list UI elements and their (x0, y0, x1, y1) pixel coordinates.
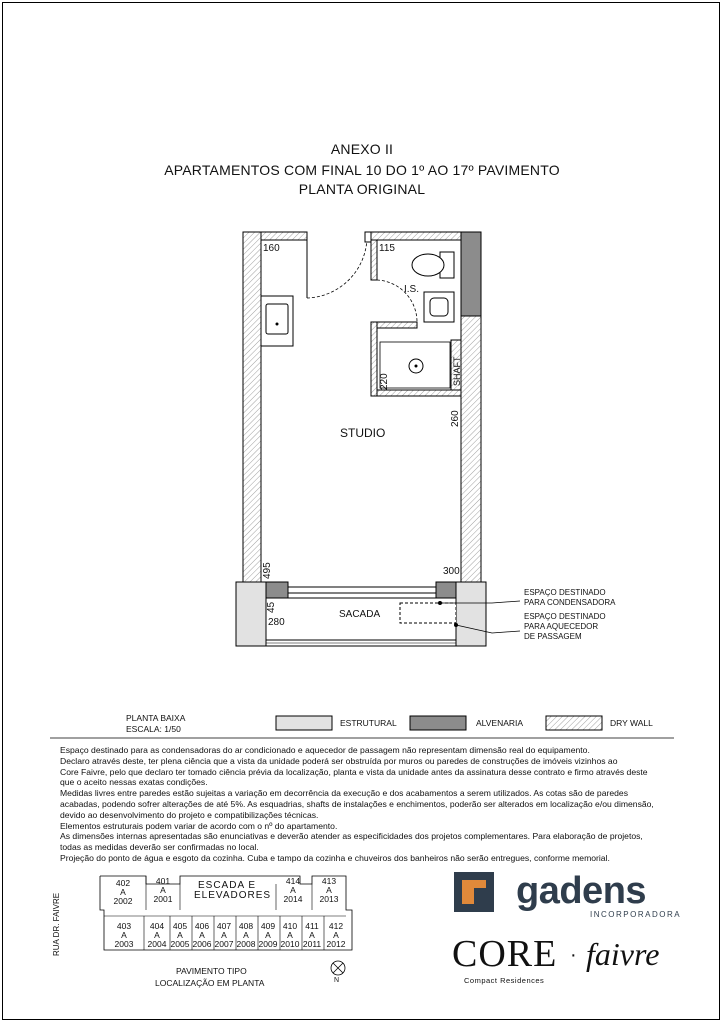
callout-aquecedor-line1: ESPAÇO DESTINADO (524, 612, 606, 621)
notes-block (60, 745, 680, 864)
unit-number: 414 (285, 876, 301, 886)
unit-411-2011 (301, 922, 323, 949)
toilet (412, 252, 454, 278)
note-line: Declaro através deste, ter plena ciência que a vista da unidade poderá ser obstruída por muros ou paredes de construções de imóveis vizinhos ao (60, 755, 618, 766)
note-line: Espaço destinado para as condensadoras do ar condicionado e aquecedor de passagem não representam dimensão real do equipamento. (60, 745, 590, 755)
faivre-logo-text: faivre (586, 936, 660, 972)
planta-baixa-label: PLANTA BAIXA (126, 713, 186, 723)
unit-414-2014 (280, 877, 306, 904)
unit-number: 405 (172, 921, 188, 931)
note-line: Projeção do ponto de água e esgoto da cozinha. Cuba e tampo da cozinha e chuveiros dos banheiros não serão entregues, conforme memorial. (60, 852, 610, 863)
dim-495: 495 (262, 562, 273, 579)
unit-sep: A (309, 930, 315, 940)
unit-sep: A (290, 885, 296, 895)
unit-number: 407 (216, 921, 232, 931)
unit-number: 408 (238, 921, 254, 931)
callout-condensadora-line1: ESPAÇO DESTINADO (524, 588, 606, 597)
note-line: acabadas, podendo sofrer alterações de até 5%. As esquadrias, shafts de instalações e enchimentos, poderão ser alterados em localização e/ou dimensão, (60, 798, 654, 809)
street-label: RUA DR. FAIVRE (52, 892, 61, 956)
sacada-label: SACADA (339, 609, 381, 620)
note-line: As dimensões internas apresentadas são enunciativas e deverão atender as especificidades dos projetos complementares. Para elaboração de projetos, (60, 831, 643, 842)
unit-401-2001 (150, 877, 176, 904)
unit-number: 403 (116, 921, 132, 931)
callout-aquecedor-line3: DE PASSAGEM (524, 632, 582, 641)
unit-412-2012 (324, 922, 348, 949)
unit-sep: A (160, 885, 166, 895)
unit-number: 401 (155, 876, 171, 886)
pavimento-tipo-label: PAVIMENTO TIPO (176, 966, 247, 976)
unit-number: 2010 (280, 939, 300, 949)
is-label: I.S. (404, 284, 420, 295)
unit-number: 411 (305, 921, 319, 931)
unit-410-2010 (279, 922, 301, 949)
plan-subtitle: PLANTA ORIGINAL (298, 181, 426, 197)
unit-403-2003 (110, 922, 138, 949)
apartments-title: APARTAMENTOS COM FINAL 10 DO 1º AO 17º PAVIMENTO (164, 162, 560, 178)
unit-number: 412 (328, 921, 344, 931)
unit-413-2013 (316, 877, 342, 904)
unit-sep: A (243, 930, 249, 940)
entrance-door (307, 232, 371, 298)
annex-title: ANEXO II (330, 141, 394, 157)
legend-drywall: DRY WALL (610, 718, 653, 728)
unit-number: 2006 (192, 939, 212, 949)
dim-220: 220 (379, 373, 390, 390)
unit-number: 2009 (258, 939, 278, 949)
callout-aquecedor-line2: PARA AQUECEDOR (524, 622, 599, 631)
legend-estrutural: ESTRUTURAL (340, 718, 397, 728)
escada-label: ESCADA E (198, 880, 257, 891)
callout-condensadora (524, 588, 615, 608)
dim-45: 45 (266, 601, 277, 613)
callout-condensadora-line2: PARA CONDENSADORA (524, 598, 616, 607)
compact-residences-text: Compact Residences (464, 976, 545, 985)
note-line: Elementos estruturais podem variar de acordo com o nº do apartamento. (60, 820, 338, 831)
core-logo-text: CORE (452, 933, 558, 975)
note-line: todas as medidas deverão ser confirmadas no local. (60, 842, 259, 853)
unit-sep: A (121, 930, 127, 940)
unit-sep: A (265, 930, 271, 940)
unit-number: 2014 (283, 894, 303, 904)
unit-sep: A (326, 885, 332, 895)
unit-number: 2002 (113, 896, 133, 906)
unit-407-2007 (213, 922, 235, 949)
unit-number: 2004 (147, 939, 167, 949)
incorporadora-text: INCORPORADORA (590, 910, 682, 919)
unit-408-2008 (235, 922, 257, 949)
bathroom-sink (424, 292, 454, 322)
callout-aquecedor (524, 612, 606, 642)
unit-number: 404 (149, 921, 165, 931)
dim-260: 260 (450, 410, 461, 427)
unit-number: 2013 (319, 894, 339, 904)
dim-280: 280 (268, 617, 285, 628)
gadens-logo-mark (454, 872, 494, 912)
elevadores-label: ELEVADORES (194, 890, 272, 901)
shower (380, 342, 450, 388)
north-label: N (334, 977, 340, 984)
unit-number: 406 (194, 921, 210, 931)
unit-number: 2008 (236, 939, 256, 949)
unit-406-2006 (191, 922, 213, 949)
note-line: que o aceito nessas exatas condições. (60, 777, 208, 788)
dim-160: 160 (263, 243, 280, 254)
unit-number: 409 (260, 921, 276, 931)
unit-sep: A (154, 930, 160, 940)
escala-label: ESCALA: 1/50 (126, 724, 181, 734)
outer-walls (243, 232, 481, 582)
unit-402-2002 (110, 879, 136, 906)
logo-dot: · (570, 944, 577, 966)
unit-sep: A (177, 930, 183, 940)
note-line: Core Faivre, pelo que declaro ter tomado ciência prévia da localização, planta e vista da unidade antes da assinatura desse contrato e firmo através deste (60, 766, 648, 777)
unit-number: 2005 (170, 939, 190, 949)
studio-label: STUDIO (340, 426, 386, 440)
unit-sep: A (120, 887, 126, 897)
unit-number: 413 (321, 876, 337, 886)
unit-number: 2001 (153, 894, 173, 904)
note-line: devido ao desenvolvimento do projeto e compatibilizações técnicas. (60, 809, 319, 820)
unit-405-2005 (169, 922, 191, 949)
unit-number: 2007 (214, 939, 234, 949)
unit-sep: A (333, 930, 339, 940)
unit-sep: A (199, 930, 205, 940)
unit-number: 2003 (114, 939, 134, 949)
unit-sep: A (221, 930, 227, 940)
unit-number: 2012 (326, 939, 346, 949)
unit-number: 410 (282, 921, 298, 931)
unit-409-2009 (257, 922, 279, 949)
unit-number: 402 (115, 878, 131, 888)
unit-number: 2011 (302, 939, 322, 949)
kitchen-sink (261, 296, 293, 346)
unit-404-2004 (145, 922, 169, 949)
shaft-label: SHAFT (452, 356, 462, 386)
note-line: Medidas livres entre paredes estão sujeitas a variação em decorrência da execução e dos acabamentos a serem utilizados. As cotas são de paredes (60, 788, 628, 799)
unit-sep: A (287, 930, 293, 940)
dim-300: 300 (443, 566, 460, 577)
legend-alvenaria: ALVENARIA (476, 718, 524, 728)
dim-115: 115 (379, 243, 395, 254)
gadens-logo-text: gadens (516, 870, 647, 912)
localizacao-label: LOCALIZAÇÃO EM PLANTA (155, 978, 265, 988)
